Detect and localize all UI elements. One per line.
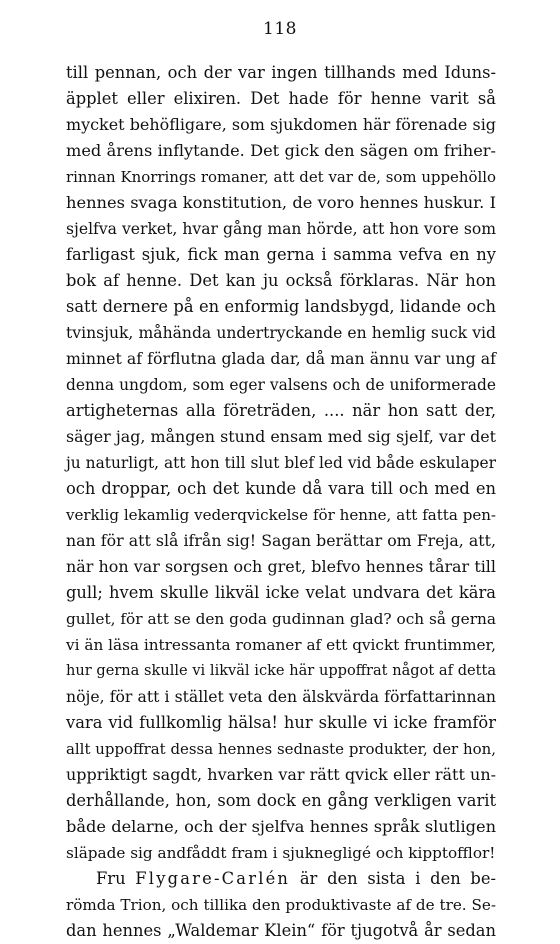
text-line: hennes svaga konstitution, de voro hennes huskur. I [66,193,496,212]
text-line: gullet, för att se den goda gudinnan glad? och så gerna [66,610,496,628]
text-line: nöje, för att i stället veta den älskvärda författarinnan [66,687,496,706]
text-line: uppriktigt sagdt, hvarken var rätt qvick eller rätt un- [66,765,496,784]
text-line: till pennan, och der var ingen tillhands med Iduns- [66,63,496,82]
text-line: rinnan Knorrings romaner, att det var de, som uppehöllo [66,168,496,186]
text-line: römda Trion, och tillika den produktivaste af de tre. Se- [66,896,496,914]
body-text [66,60,496,944]
line-suffix: är den sista i den be- [290,869,496,888]
text-line: hur gerna skulle vi likväl icke här uppoffrat något af detta [66,662,496,679]
text-line: satt dernere på en enformig landsbygd, lidande och [66,297,496,316]
author-name: Flygare-Carlén [135,869,291,888]
line-prefix: Fru [96,869,136,888]
text-line: tvinsjuk, måhända undertryckande en hemlig suck vid [66,324,496,342]
text-line: och droppar, och det kunde då vara till och med en [66,479,496,498]
text-line: äpplet eller elixiren. Det hade för henne varit så [66,89,496,108]
text-line: denna ungdom, som eger valsens och de uniformerade [66,376,496,394]
text-line: sjelfva verket, hvar gång man hörde, att hon vore som [66,220,496,238]
text-line: bok af henne. Det kan ju också förklaras. När hon [66,271,496,290]
text-line: gull; hvem skulle likväl icke velat undvara det kära [66,583,496,602]
text-line: säger jag, mången stund ensam med sig sjelf, var det [66,427,496,446]
text-line: vara vid fullkomlig hälsa! hur skulle vi icke framför [66,713,496,732]
text-line: artigheternas alla företräden, .... när hon satt der, [66,401,496,420]
text-line: allt uppoffrat dessa hennes sednaste produkter, der hon, [66,740,496,758]
paragraph-start-line [66,866,496,892]
text-line: dan hennes „Waldemar Klein“ för tjugotvå år sedan [66,921,496,940]
text-line: mycket behöfligare, som sjukdomen här förenade sig [66,115,496,134]
text-line: vi än läsa intressanta romaner af ett qvickt fruntimmer, [66,636,496,654]
text-line: minnet af förflutna glada dar, då man ännu var ung af [66,349,496,368]
text-line: ju naturligt, att hon till slut blef led vid både eskulaper [66,454,496,472]
text-line: derhållande, hon, som dock en gång verkligen varit [66,791,496,810]
text-line: verklig lekamlig vederqvickelse för henne, att fatta pen- [66,506,496,524]
text-line: farligast sjuk, fick man gerna i samma vefva en ny [66,245,496,264]
text-line: när hon var sorgsen och gret, blefvo hennes tårar till [66,557,496,576]
text-line: både delarne, och der sjelfva hennes språk slutligen [66,817,496,836]
paragraph-end-line: släpade sig andfåddt fram i sjuknegligé och kipptofflor! [66,844,496,862]
text-line: med årens inflytande. Det gick den sägen om friher- [66,141,496,160]
text-line: nan för att slå ifrån sig! Sagan berättar om Freja, att, [66,531,496,550]
page-number: 118 [263,19,297,39]
